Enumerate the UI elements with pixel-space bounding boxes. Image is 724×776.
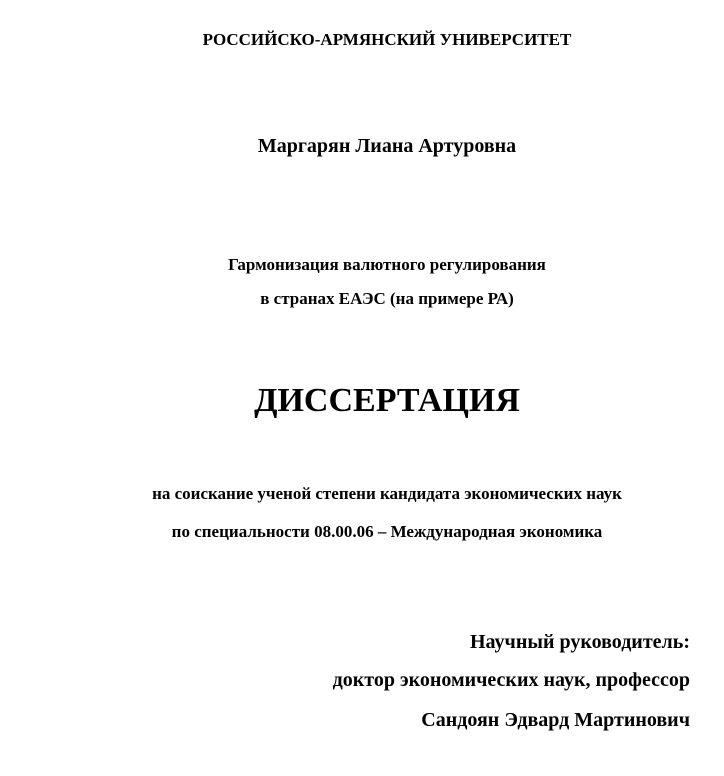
dissertation-topic-line-1: Гармонизация валютного регулирования — [228, 255, 546, 274]
degree-purpose-line-1: на соискание ученой степени кандидата экономических наук — [152, 484, 622, 503]
supervisor-heading: Научный руководитель: — [470, 631, 690, 653]
document-type-heading: ДИССЕРТАЦИЯ — [254, 382, 520, 419]
supervisor-credentials: доктор экономических наук, профессор — [332, 669, 690, 691]
dissertation-topic-line-2: в странах ЕАЭС (на примере РА) — [260, 289, 514, 308]
supervisor-name: Сандоян Эдвард Мартинович — [421, 709, 690, 731]
author-name: Маргарян Лиана Артуровна — [257, 135, 517, 157]
degree-purpose-line-2: по специальности 08.00.06 – Международная экономика — [171, 522, 603, 541]
university-name: РОССИЙСКО-АРМЯНСКИЙ УНИВЕРСИТЕТ — [202, 30, 572, 49]
